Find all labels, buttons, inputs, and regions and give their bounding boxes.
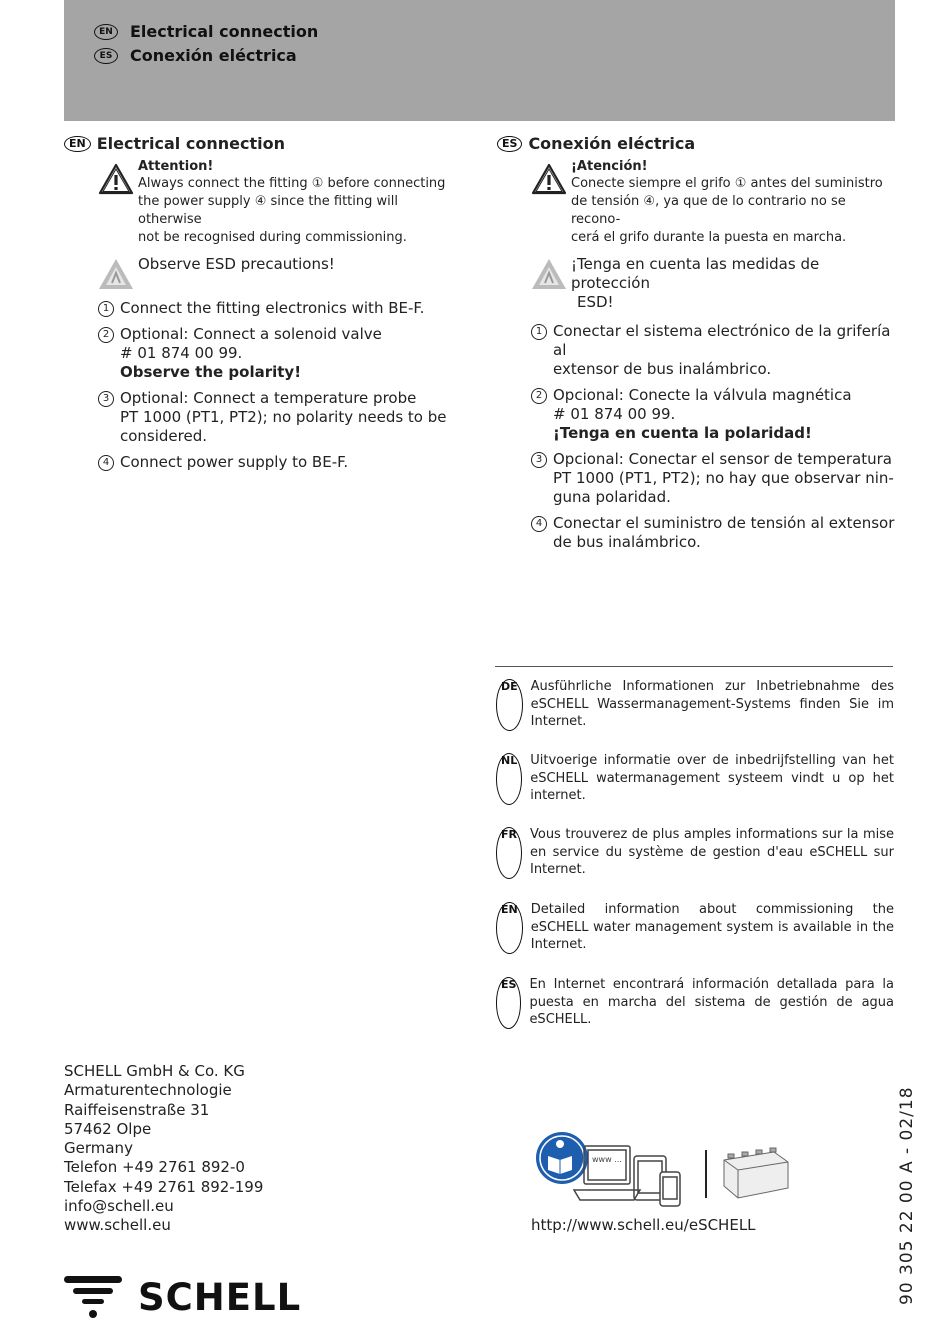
info-text: Uitvoerige informatie over de inbedrijfstelling van het eSCHELL watermanagement systeem vindt u op het internet. [530, 753, 894, 803]
step-item [497, 450, 895, 507]
warning-icon [98, 163, 134, 195]
step-line: de bus inalámbrico. [553, 533, 701, 551]
step-number: 2 [531, 388, 547, 404]
step-line: considered. [120, 427, 208, 445]
lang-badge-en: EN [94, 24, 118, 40]
step-line: # 01 874 00 99. [120, 344, 243, 362]
esd-block [497, 255, 895, 312]
lang-badge: NL [496, 753, 522, 805]
lang-badge: ES [497, 136, 522, 152]
steps-list [497, 322, 895, 552]
phone-icon [660, 1172, 680, 1206]
esd-block [64, 255, 462, 289]
info-block-de [496, 678, 894, 731]
address-line: SCHELL GmbH & Co. KG [64, 1062, 245, 1080]
step-line: Connect power supply to BE-F. [120, 453, 349, 471]
step-number: 1 [98, 301, 114, 317]
logo-text: SCHELL [138, 1275, 302, 1319]
attention-heading: Attention! [138, 159, 214, 174]
company-address [64, 1062, 263, 1236]
step-item [497, 386, 895, 443]
lang-badge: EN [496, 902, 523, 954]
header-band [64, 0, 895, 121]
step-number: 4 [531, 516, 547, 532]
lang-badge-es: ES [94, 48, 118, 64]
esd-text: ¡Tenga en cuenta las medidas de protección [571, 255, 820, 292]
info-text: Vous trouverez de plus amples informations sur la mise en service du système de gestion d'eau eSCHELL sur Internet. [529, 827, 894, 877]
address-line: Germany [64, 1139, 133, 1158]
attention-line: the power supply ④ since the fitting will otherwise [138, 194, 398, 227]
attention-line: not be recognised during commissioning. [138, 230, 407, 245]
step-line: Optional: Connect a solenoid valve [120, 325, 382, 343]
attention-line: de tensión ④, ya que de lo contrario no se recono- [571, 194, 846, 227]
step-item [64, 389, 462, 446]
step-line: PT 1000 (PT1, PT2); no hay que observar nin- [553, 469, 894, 487]
step-number: 4 [98, 455, 114, 471]
esd-text: ESD! [577, 293, 614, 311]
section-heading: Conexión eléctrica [528, 134, 696, 153]
address-line: Armaturentechnologie [64, 1081, 232, 1100]
step-item [497, 322, 895, 379]
attention-line: Conecte siempre el grifo ① antes del suministro [571, 176, 883, 191]
schell-logo-mark-icon [64, 1272, 126, 1322]
lang-badge: DE [496, 679, 523, 731]
step-item [64, 299, 462, 318]
esd-text: Observe ESD precautions! [138, 255, 335, 273]
attention-heading: ¡Atención! [571, 159, 648, 174]
devices-illustration [534, 1130, 794, 1210]
step-line: PT 1000 (PT1, PT2); no polarity needs to be [120, 408, 447, 426]
attention-line: cerá el grifo durante la puesta en marcha. [571, 230, 847, 245]
attention-line: Always connect the fitting ① before connecting [138, 176, 446, 191]
info-text: Ausführliche Informationen zur Inbetriebnahme des eSCHELL Wassermanagement-Systems finden Sie im Internet. [530, 679, 894, 729]
header-title-en: Electrical connection [130, 22, 319, 41]
warning-icon [531, 163, 567, 195]
info-block-es [496, 976, 894, 1029]
step-line: # 01 874 00 99. [553, 405, 676, 423]
info-text: En Internet encontrará información detallada para la puesta en marcha del sistema de gestión de agua eSCHELL. [529, 977, 894, 1027]
steps-list [64, 299, 462, 472]
info-block-nl [496, 752, 894, 805]
lang-badge: ES [496, 977, 521, 1029]
step-line: Connect the fitting electronics with BE-F. [120, 299, 425, 317]
step-number: 3 [98, 391, 114, 407]
address-line: Telefax +49 2761 892-199 [64, 1177, 264, 1196]
step-item [64, 453, 462, 472]
step-emphasis: Observe the polarity! [120, 363, 302, 381]
step-line: Optional: Connect a temperature probe [120, 389, 417, 407]
address-line: Telefon +49 2761 892-0 [64, 1158, 245, 1177]
step-line: Opcional: Conecte la válvula magnética [553, 386, 852, 404]
website-link[interactable]: www.schell.eu [64, 1216, 171, 1235]
info-block-fr [496, 826, 894, 879]
attention-block [64, 159, 462, 247]
step-number: 3 [531, 452, 547, 468]
step-number: 1 [531, 324, 547, 340]
esd-icon [98, 257, 134, 291]
document-number: 90 305 22 00 A - 02/18 [897, 1086, 917, 1305]
address-line: 57462 Olpe [64, 1119, 152, 1138]
section-en [64, 134, 462, 479]
section-heading: Electrical connection [96, 134, 285, 153]
step-item [64, 325, 462, 382]
info-block-en [496, 901, 894, 954]
header-title-es: Conexión eléctrica [130, 46, 297, 65]
schell-logo [64, 1272, 301, 1322]
manual-icon [536, 1132, 588, 1184]
step-emphasis: ¡Tenga en cuenta la polaridad! [553, 424, 812, 442]
section-title-es [497, 134, 895, 153]
attention-block [497, 159, 895, 247]
step-line: guna polaridad. [553, 488, 671, 506]
bus-extender-icon [724, 1148, 788, 1198]
device-www-label: www ... [592, 1155, 622, 1164]
section-title-en [64, 134, 462, 153]
lang-badge: EN [64, 136, 91, 152]
step-line: extensor de bus inalámbrico. [553, 360, 772, 378]
step-number: 2 [98, 327, 114, 343]
eschell-url-link[interactable]: http://www.schell.eu/eSCHELL [531, 1216, 756, 1234]
step-line: Conectar el sistema electrónico de la grifería al [553, 322, 891, 359]
email-link[interactable]: info@schell.eu [64, 1197, 174, 1216]
address-line: Raiffeisenstraße 31 [64, 1100, 210, 1119]
step-line: Opcional: Conectar el sensor de temperatura [553, 450, 892, 468]
divider [495, 666, 893, 667]
info-text: Detailed information about commissioning the eSCHELL water management system is available in the Internet. [530, 902, 894, 952]
esd-icon [531, 257, 567, 291]
lang-badge: FR [496, 827, 522, 879]
step-line: Conectar el suministro de tensión al extensor [553, 514, 895, 532]
section-es [497, 134, 895, 559]
header-row-es [94, 46, 297, 65]
step-item [497, 514, 895, 552]
header-row-en [94, 22, 318, 41]
